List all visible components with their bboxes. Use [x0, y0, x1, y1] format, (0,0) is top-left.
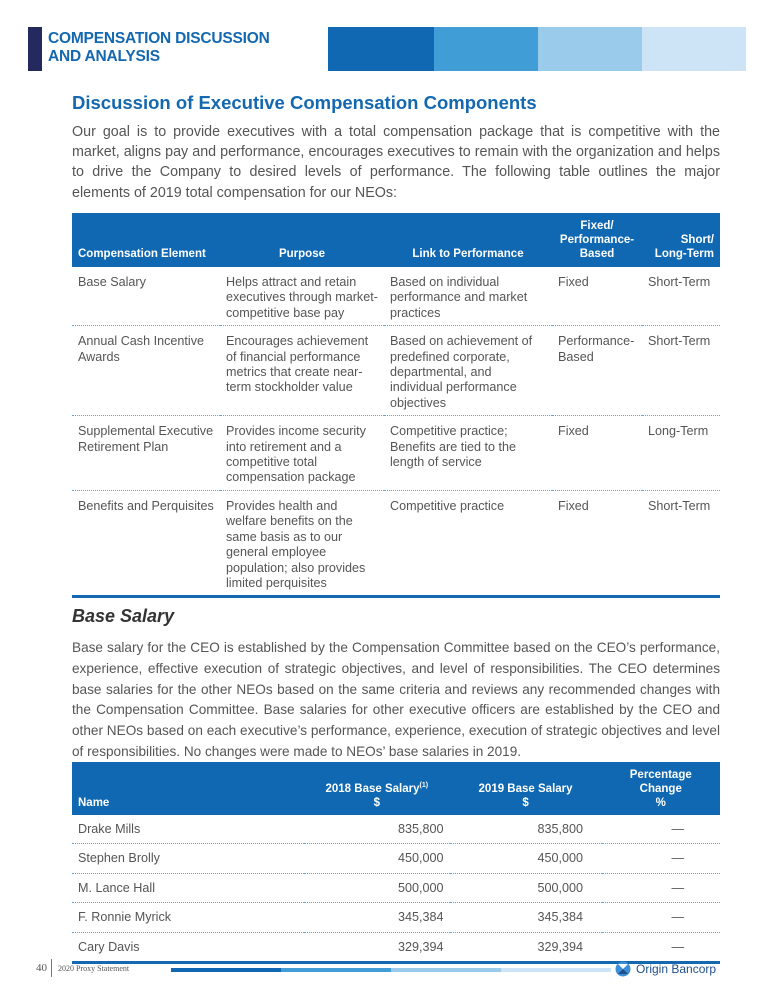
table-row: Benefits and Perquisites Provides health and welfare benefits on the same basis as to our general employee population; also provides limited perquisites Competitive practice Fixed Short-Term — [72, 490, 720, 596]
brand-name: Origin Bancorp — [636, 962, 717, 976]
table-row: Drake Mills 835,800 835,800 — — [72, 815, 720, 844]
col-fixed-performance: Fixed/ Performance-Based — [552, 213, 642, 267]
base-salary-paragraph: Base salary for the CEO is established by the Compensation Committee based on the CEO’s performance, experience, effective execution of strategic objectives, and level of responsibilities. The CEO determines base salaries for the other NEOs based on the same criteria and reviews any recommended changes with the Compensation Committee. Base salaries for other executive officers are established by the CEO and other NEOs based on each executive’s performance, experience, execution of strategic objectives and level of responsibilities. No changes were made to NEOs’ base salaries in 2019. — [72, 640, 720, 759]
col-2018-salary: 2018 Base Salary$^{(1)}$ $ — [304, 762, 450, 815]
footer-color-bars — [171, 968, 611, 972]
col-2019-salary: 2019 Base Salary $ — [450, 762, 602, 815]
page-number: 40 — [36, 962, 47, 974]
header-accent-block — [28, 27, 42, 71]
section-title — [48, 30, 270, 66]
salary-table — [72, 762, 720, 964]
col-purpose: Purpose — [220, 213, 384, 267]
table-row: M. Lance Hall 500,000 500,000 — — [72, 873, 720, 902]
col-percentage-change: Percentage Change % — [602, 762, 720, 815]
components-table — [72, 213, 720, 598]
section-title-line2: AND ANALYSIS — [48, 48, 160, 65]
table-row: Annual Cash Incentive Awards Encourages achievement of financial performance metrics that create near-term stockholder value Based on achievement of predefined corporate, departmental, and individual performance objectives Performance-Based Short-Term — [72, 326, 720, 416]
table-header-row — [72, 762, 720, 815]
base-salary-heading: Base Salary — [72, 606, 175, 626]
col-link-to-performance: Link to Performance — [384, 213, 552, 267]
table-row: Base Salary Helps attract and retain executives through market-competitive base pay Based on individual performance and market practices Fixed Short-Term — [72, 267, 720, 326]
footer-divider — [51, 959, 52, 977]
table-row: Supplemental Executive Retirement Plan Provides income security into retirement and a competitive total compensation package Competitive practice; Benefits are tied to the length of service Fixed Long-Term — [72, 416, 720, 491]
section-title-line1: COMPENSATION DISCUSSION — [48, 30, 270, 47]
intro-paragraph: Our goal is to provide executives with a total compensation package that is competitive with the market, aligns pay and performance, encourages executives to remain with the organization and helps to drive the Company to desired levels of performance. The following table outlines the major elements of 2019 total compensation for our NEOs: — [72, 124, 720, 201]
components-heading: Discussion of Executive Compensation Components — [72, 92, 537, 113]
col-term: Short/ Long-Term — [642, 213, 720, 267]
page-footer — [0, 958, 768, 982]
col-name: Name — [72, 762, 304, 815]
origin-logo-icon — [615, 961, 631, 977]
table-row: F. Ronnie Myrick 345,384 345,384 — — [72, 903, 720, 932]
col-compensation-element: Compensation Element — [72, 213, 220, 267]
table-header-row — [72, 213, 720, 267]
header-color-bars — [328, 27, 746, 71]
brand-logo — [615, 961, 716, 977]
document-title: 2020 Proxy Statement — [58, 964, 130, 973]
footnote-marker: (1) — [419, 782, 429, 790]
table-row: Cary Davis 329,394 329,394 — — [72, 932, 720, 962]
table-row: Stephen Brolly 450,000 450,000 — — [72, 844, 720, 873]
